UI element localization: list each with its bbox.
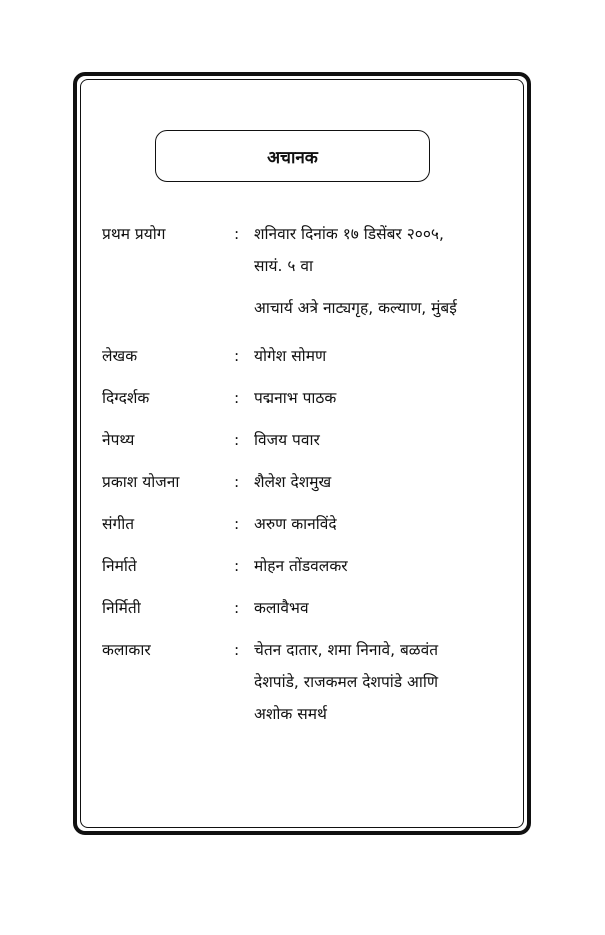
credits-list (102, 218, 512, 730)
credit-row-first-show (102, 218, 512, 324)
credit-value-line: योगेश सोमण (254, 347, 327, 365)
credit-value (254, 550, 512, 582)
credit-value-line: अरुण कानविंदे (254, 515, 337, 533)
credit-value (254, 634, 512, 730)
credit-row-production (102, 592, 512, 624)
credit-value (254, 340, 512, 372)
credit-value (254, 382, 512, 414)
credit-colon: : (234, 225, 240, 243)
credit-row-set-design (102, 424, 512, 456)
credit-label: संगीत (102, 515, 135, 533)
credit-row-lighting (102, 466, 512, 498)
credit-value-line: देशपांडे, राजकमल देशपांडे आणि (254, 673, 439, 691)
credit-value-line: पद्मनाभ पाठक (254, 389, 337, 407)
play-title: अचानक (267, 147, 318, 168)
credit-row-producer (102, 550, 512, 582)
credit-label: कलाकार (102, 641, 151, 659)
credit-value-line: मोहन तोंडवलकर (254, 557, 348, 575)
credit-colon: : (234, 389, 240, 407)
credit-label: निर्मिती (102, 599, 141, 617)
credit-row-writer (102, 340, 512, 372)
credit-label: दिग्दर्शक (102, 389, 150, 407)
credit-value (254, 466, 512, 498)
credit-value-line: कलावैभव (254, 599, 309, 617)
credit-value-line: शैलेश देशमुख (254, 473, 332, 491)
credit-label: लेखक (102, 347, 138, 365)
credit-colon: : (234, 431, 240, 449)
credit-label: नेपथ्य (102, 431, 135, 449)
credit-colon: : (234, 641, 240, 659)
credit-row-cast (102, 634, 512, 730)
credit-value-line: अशोक समर्थ (254, 705, 327, 723)
credit-value (254, 592, 512, 624)
credit-row-director (102, 382, 512, 414)
credit-value (254, 424, 512, 456)
credit-value-line: शनिवार दिनांक १७ डिसेंबर २००५, (254, 225, 444, 243)
credit-colon: : (234, 557, 240, 575)
credit-value-line: विजय पवार (254, 431, 320, 449)
venue-text: आचार्य अत्रे नाट्यगृह, कल्याण, मुंबई (254, 299, 457, 317)
play-title-box (155, 130, 430, 182)
credit-colon: : (234, 347, 240, 365)
credit-label: प्रथम प्रयोग (102, 225, 166, 243)
credit-label: प्रकाश योजना (102, 473, 180, 491)
credit-value-line: सायं. ५ वा (254, 257, 313, 275)
credit-colon: : (234, 599, 240, 617)
credit-value (254, 218, 512, 324)
credit-value (254, 508, 512, 540)
credit-value-line: चेतन दातार, शमा निनावे, बळवंत (254, 641, 439, 659)
credit-label: निर्माते (102, 557, 137, 575)
credit-colon: : (234, 473, 240, 491)
credit-row-music (102, 508, 512, 540)
credit-colon: : (234, 515, 240, 533)
